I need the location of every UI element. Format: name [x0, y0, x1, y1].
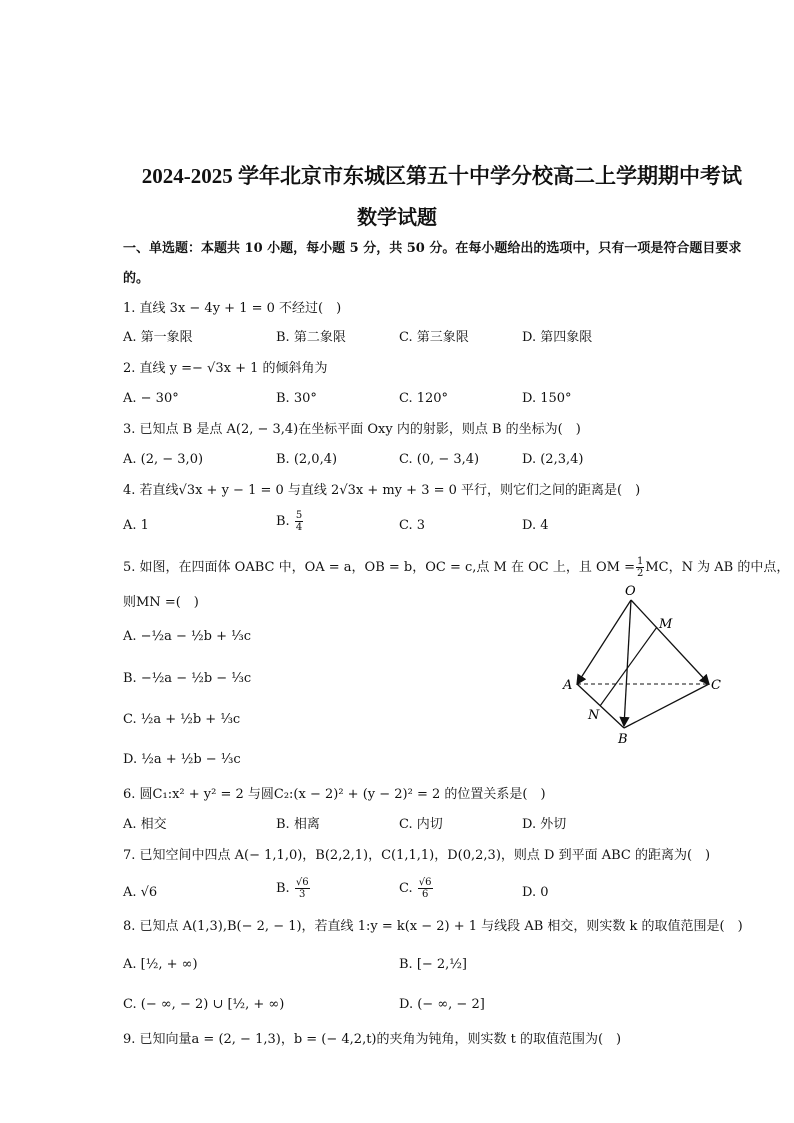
q5-half-numerator: 1	[636, 556, 644, 567]
q5-half-denominator: 2	[636, 568, 644, 579]
q4-b-numerator: 5	[295, 510, 303, 521]
q7-option-b-fraction	[295, 877, 310, 900]
q6-option-c: C. 内切	[399, 817, 443, 832]
q4-option-d: D. 4	[522, 518, 549, 533]
q3-option-b: B. (2,0,4)	[276, 452, 338, 467]
q7-option-c-fraction	[418, 877, 433, 900]
q7-option-d: D. 0	[522, 885, 549, 900]
q4-option-a: A. 1	[123, 518, 149, 533]
q7-option-a: A. √6	[123, 885, 158, 900]
q4-b-denominator: 4	[295, 522, 303, 533]
section-heading-tail: 的。	[123, 271, 150, 286]
question-8-stem: 8. 已知点 A(1,3),B(− 2, − 1)，若直线 1:y = k(x − 2) + 1 与线段 AB 相交，则实数 k 的取值范围是( )	[123, 919, 743, 934]
q2-option-a: A. − 30°	[123, 391, 179, 406]
q1-option-b: B. 第二象限	[276, 330, 346, 345]
exam-title: 2024-2025 学年北京市东城区第五十中学分校高二上学期期中考试	[141, 164, 742, 188]
label-C: C	[711, 678, 721, 693]
q8-option-c: C. (− ∞, − 2) ∪ [½, + ∞)	[123, 997, 285, 1012]
q4-option-b	[276, 510, 304, 533]
q7-b-numerator: √6	[295, 877, 309, 888]
q6-option-b: B. 相离	[276, 817, 320, 832]
edge-BC	[624, 684, 709, 728]
q3-option-a: A. (2, − 3,0)	[123, 452, 204, 467]
q5-option-d: D. ½a + ½b − ⅓c	[123, 752, 241, 767]
section-heading: 一、单选题：本题共 10 小题，每小题 5 分，共 50 分。在每小题给出的选项中，只有一项是符合题目要求	[123, 241, 742, 256]
q7-option-c	[399, 877, 434, 900]
label-B: B	[618, 732, 628, 747]
q1-option-c: C. 第三象限	[399, 330, 469, 345]
edge-OC	[631, 600, 709, 684]
q8-option-a: A. [½, + ∞)	[123, 957, 198, 972]
question-2-stem: 2. 直线 y =− √3x + 1 的倾斜角为	[123, 361, 328, 376]
q7-option-b	[276, 877, 311, 900]
q2-option-b: B. 30°	[276, 391, 317, 406]
tetrahedron-figure	[555, 580, 735, 750]
q3-option-d: D. (2,3,4)	[522, 452, 584, 467]
q8-option-d: D. (− ∞, − 2]	[399, 997, 485, 1012]
q5-option-b: B. −½a − ½b − ⅓c	[123, 671, 252, 686]
q5-option-a: A. −½a − ½b + ⅓c	[123, 629, 252, 644]
q2-option-c: C. 120°	[399, 391, 449, 406]
edge-OA	[577, 600, 631, 684]
q1-option-d: D. 第四象限	[522, 330, 593, 345]
q6-option-d: D. 外切	[522, 817, 567, 832]
label-A: A	[563, 678, 573, 693]
q7-c-numerator: √6	[418, 877, 432, 888]
edge-OB	[624, 600, 631, 726]
question-5-stem	[123, 556, 790, 579]
q7-option-b-label: B.	[276, 881, 290, 896]
question-9-stem: 9. 已知向量a = (2, − 1,3)，b = (− 4,2,t)的夹角为钝角，则实数 t 的取值范围为( )	[123, 1032, 622, 1047]
q5-stem-end: MC，N 为 AB 的中点，	[645, 560, 790, 575]
question-5-line2: 则MN =( )	[123, 595, 199, 610]
question-6-stem: 6. 圆C₁:x² + y² = 2 与圆C₂:(x − 2)² + (y − 2)² = 2 的位置关系是( )	[123, 787, 546, 802]
q8-option-b: B. [− 2,½]	[399, 957, 467, 972]
q6-option-a: A. 相交	[123, 817, 167, 832]
q4-option-b-fraction	[295, 510, 303, 533]
q5-half-fraction	[636, 556, 644, 579]
q7-option-c-label: C.	[399, 881, 413, 896]
label-N: N	[588, 708, 600, 723]
q7-b-denominator: 3	[299, 889, 306, 900]
q7-c-denominator: 6	[421, 889, 429, 900]
label-O: O	[625, 584, 636, 599]
q2-option-d: D. 150°	[522, 391, 572, 406]
q4-option-c: C. 3	[399, 518, 426, 533]
question-7-stem: 7. 已知空间中四点 A(− 1,1,0)，B(2,2,1)，C(1,1,1)，D(0,2,3)，则点 D 到平面 ABC 的距离为( )	[123, 848, 711, 863]
question-4-stem: 4. 若直线√3x + y − 1 = 0 与直线 2√3x + my + 3 = 0 平行，则它们之间的距离是( )	[123, 483, 641, 498]
q3-option-c: C. (0, − 3,4)	[399, 452, 480, 467]
exam-subtitle: 数学试题	[357, 207, 437, 229]
question-1-stem: 1. 直线 3x − 4y + 1 = 0 不经过( )	[123, 301, 342, 316]
q5-option-c: C. ½a + ½b + ⅓c	[123, 712, 241, 727]
q5-stem-middle: OA = a，OB = b，OC = c,点 M 在 OC 上，且 OM =	[304, 560, 635, 575]
q1-option-a: A. 第一象限	[123, 330, 193, 345]
q4-option-b-label: B.	[276, 514, 290, 529]
label-M: M	[659, 617, 673, 632]
q5-stem-start: 5. 如图，在四面体 OABC 中，	[123, 560, 305, 575]
question-3-stem: 3. 已知点 B 是点 A(2, − 3,4)在坐标平面 Oxy 内的射影，则点 B 的坐标为( )	[123, 422, 581, 437]
